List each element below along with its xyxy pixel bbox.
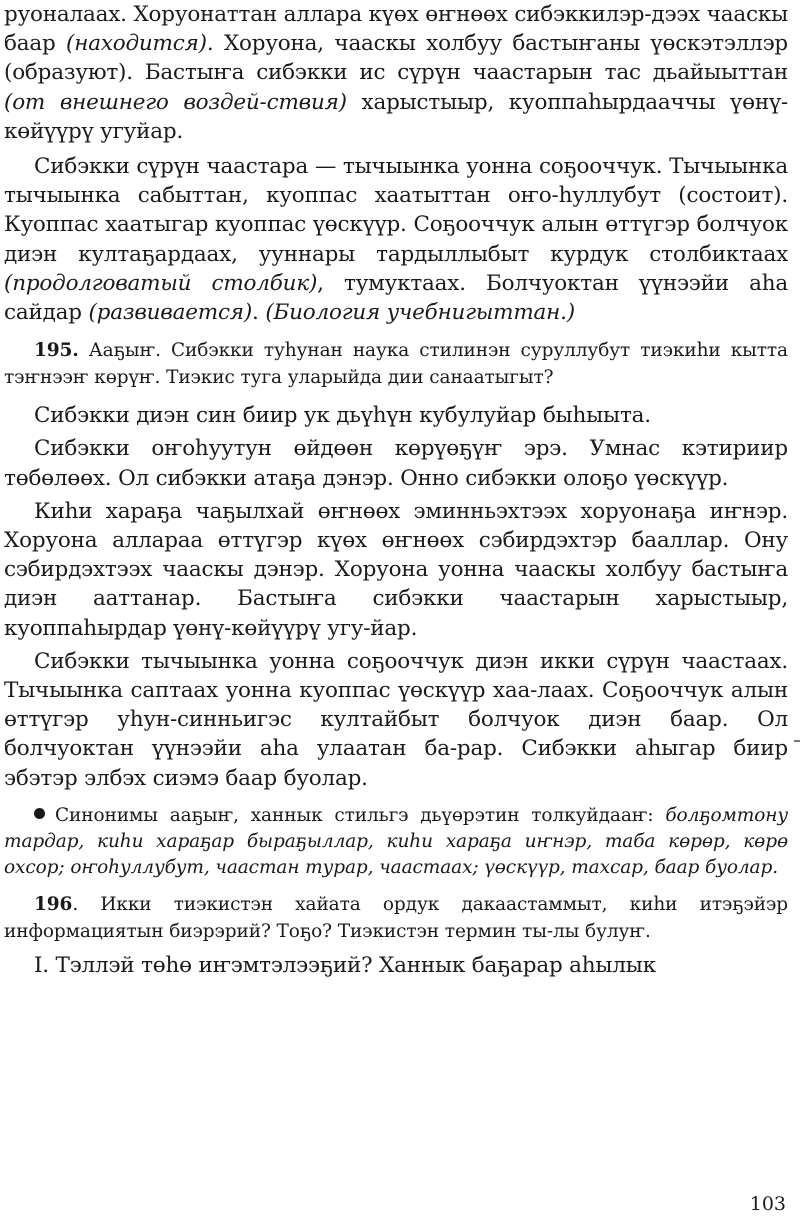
intro-paragraph <box>4 0 788 146</box>
text-run: . Хоруона, чааскы холбуу бастыҥаны үөскэтэллэр (образуют). Бастыҥа сибэкки ис сүрүн чаастарын тас дьайыыттан <box>4 31 788 86</box>
exercise-195 <box>4 337 788 391</box>
page-edge-mark <box>794 740 800 742</box>
text-run: Сибэкки сүрүн чаастара — тычыынка уонна соҕооччук. Тычыынка тычыынка сабыттан, куоппас хаатыттан оҥо-һуллубут (состоит). Куоппас хаатыгар куоппас үөскүүр. Соҕооччук алын өттүгэр болчуок диэн култаҕардаах, ууннары тардыллыбыт курдук столбиктаах <box>4 154 788 267</box>
russian-gloss: (развивается) <box>88 300 253 326</box>
text-195-p2: Сибэкки оҥоһуутун өйдөөн көрүөҕүҥ эрэ. Умнас кэтириир төбөлөөх. Ол сибэкки атаҕа дэнэр. Онно сибэкки олоҕо үөскүүр. <box>4 436 788 491</box>
textbook-page <box>4 0 788 980</box>
note-lead: Синонимы ааҕыҥ, ханнык стильгэ дьүөрэтин толкуйдааҥ: <box>55 804 654 826</box>
russian-gloss: (от внешнего воздей-ствия) <box>4 89 347 115</box>
spacer <box>4 793 788 803</box>
synonyms-note <box>4 803 788 881</box>
spacer <box>4 391 788 401</box>
paragraph-flower-parts <box>4 152 788 327</box>
exercise-number: 195. <box>34 340 79 362</box>
russian-gloss: (находится) <box>66 31 207 57</box>
synonyms-list: болҕомтону тардар, киһи хараҕар быраҕыллар, киһи хараҕа иҥнэр, таба көрөр, көрө охсор; оҥоһуллубут, чаастан турар, чаастаах; үөскүүр, тахсар, баар буолар. <box>4 804 788 878</box>
text-run: харыстыыр, куоппаһырдааччы үөнү-көйүүрү угуйар. <box>4 89 788 144</box>
source-citation: (Биология учебнигыттан.) <box>265 300 575 326</box>
exercise-196 <box>4 891 788 945</box>
text-run: . <box>252 300 266 326</box>
exercise-task: . Икки тиэкистэн хайата ордук дакаастаммыт, киһи итэҕэйэр информациятын биэрэрий? Тоҕо? Тиэкистэн термин ты-лы булуҥ. <box>4 893 788 942</box>
text-run: , тумуктаах. Болчуоктан үүнээйи аһа сайдар <box>4 270 788 326</box>
text-195-p1: Сибэкки диэн син биир ук дьүһүн кубулуйар быһыыта. <box>34 403 651 429</box>
spacer <box>4 881 788 891</box>
exercise-number: 196 <box>34 893 73 915</box>
page-number: 103 <box>749 1193 786 1215</box>
text-195-p4: Сибэкки тычыынка уонна соҕооччук диэн икки сүрүн чаастаах. Тычыынка саптаах уонна куоппас үөскүүр хаа-лаах. Соҕооччук алын өттүгэр уһун-синньигэс култайбыт болчуок диэн баар. Ол болчуоктан үүнээйи аһа улаатан ба-рар. Сибэкки аһыгар биир эбэтэр элбэх сиэмэ баар буолар. <box>4 648 788 791</box>
text-195-p3: Киһи хараҕа чаҕылхай өҥнөөх эминньэхтээх хоруонаҕа иҥнэр. Хоруона аллараа өттүгэр күөх өҥнөөх сэбирдэхтэр бааллар. Ону сэбирдэхтээх чааскы дэнэр. Хоруона уонна чааскы холбуу бастыҥа диэн ааттанар. Бастыҥа сибэкки чаастарын харыстыыр, куоппаһырдар үөнү-көйүүрү угу-йар. <box>4 498 788 641</box>
text-run: руоналаах. Хоруонаттан аллара күөх өҥнөөх сибэккилэр-дээх чааскы баар <box>4 2 788 57</box>
bullet-icon <box>34 808 45 819</box>
russian-gloss: (продолговатый столбик) <box>4 270 318 296</box>
spacer <box>4 327 788 337</box>
exercise-196-question-1: I. Тэллэй төһө иҥэмтэлээҕий? Ханнык баҕарар аһылык <box>34 952 656 978</box>
exercise-task: Ааҕыҥ. Сибэкки туһунан наука стилинэн суруллубут тиэкиһи кытта тэҥнээҥ көрүҥ. Тиэкис туга уларыйда дии санаатыгыт? <box>4 340 788 389</box>
